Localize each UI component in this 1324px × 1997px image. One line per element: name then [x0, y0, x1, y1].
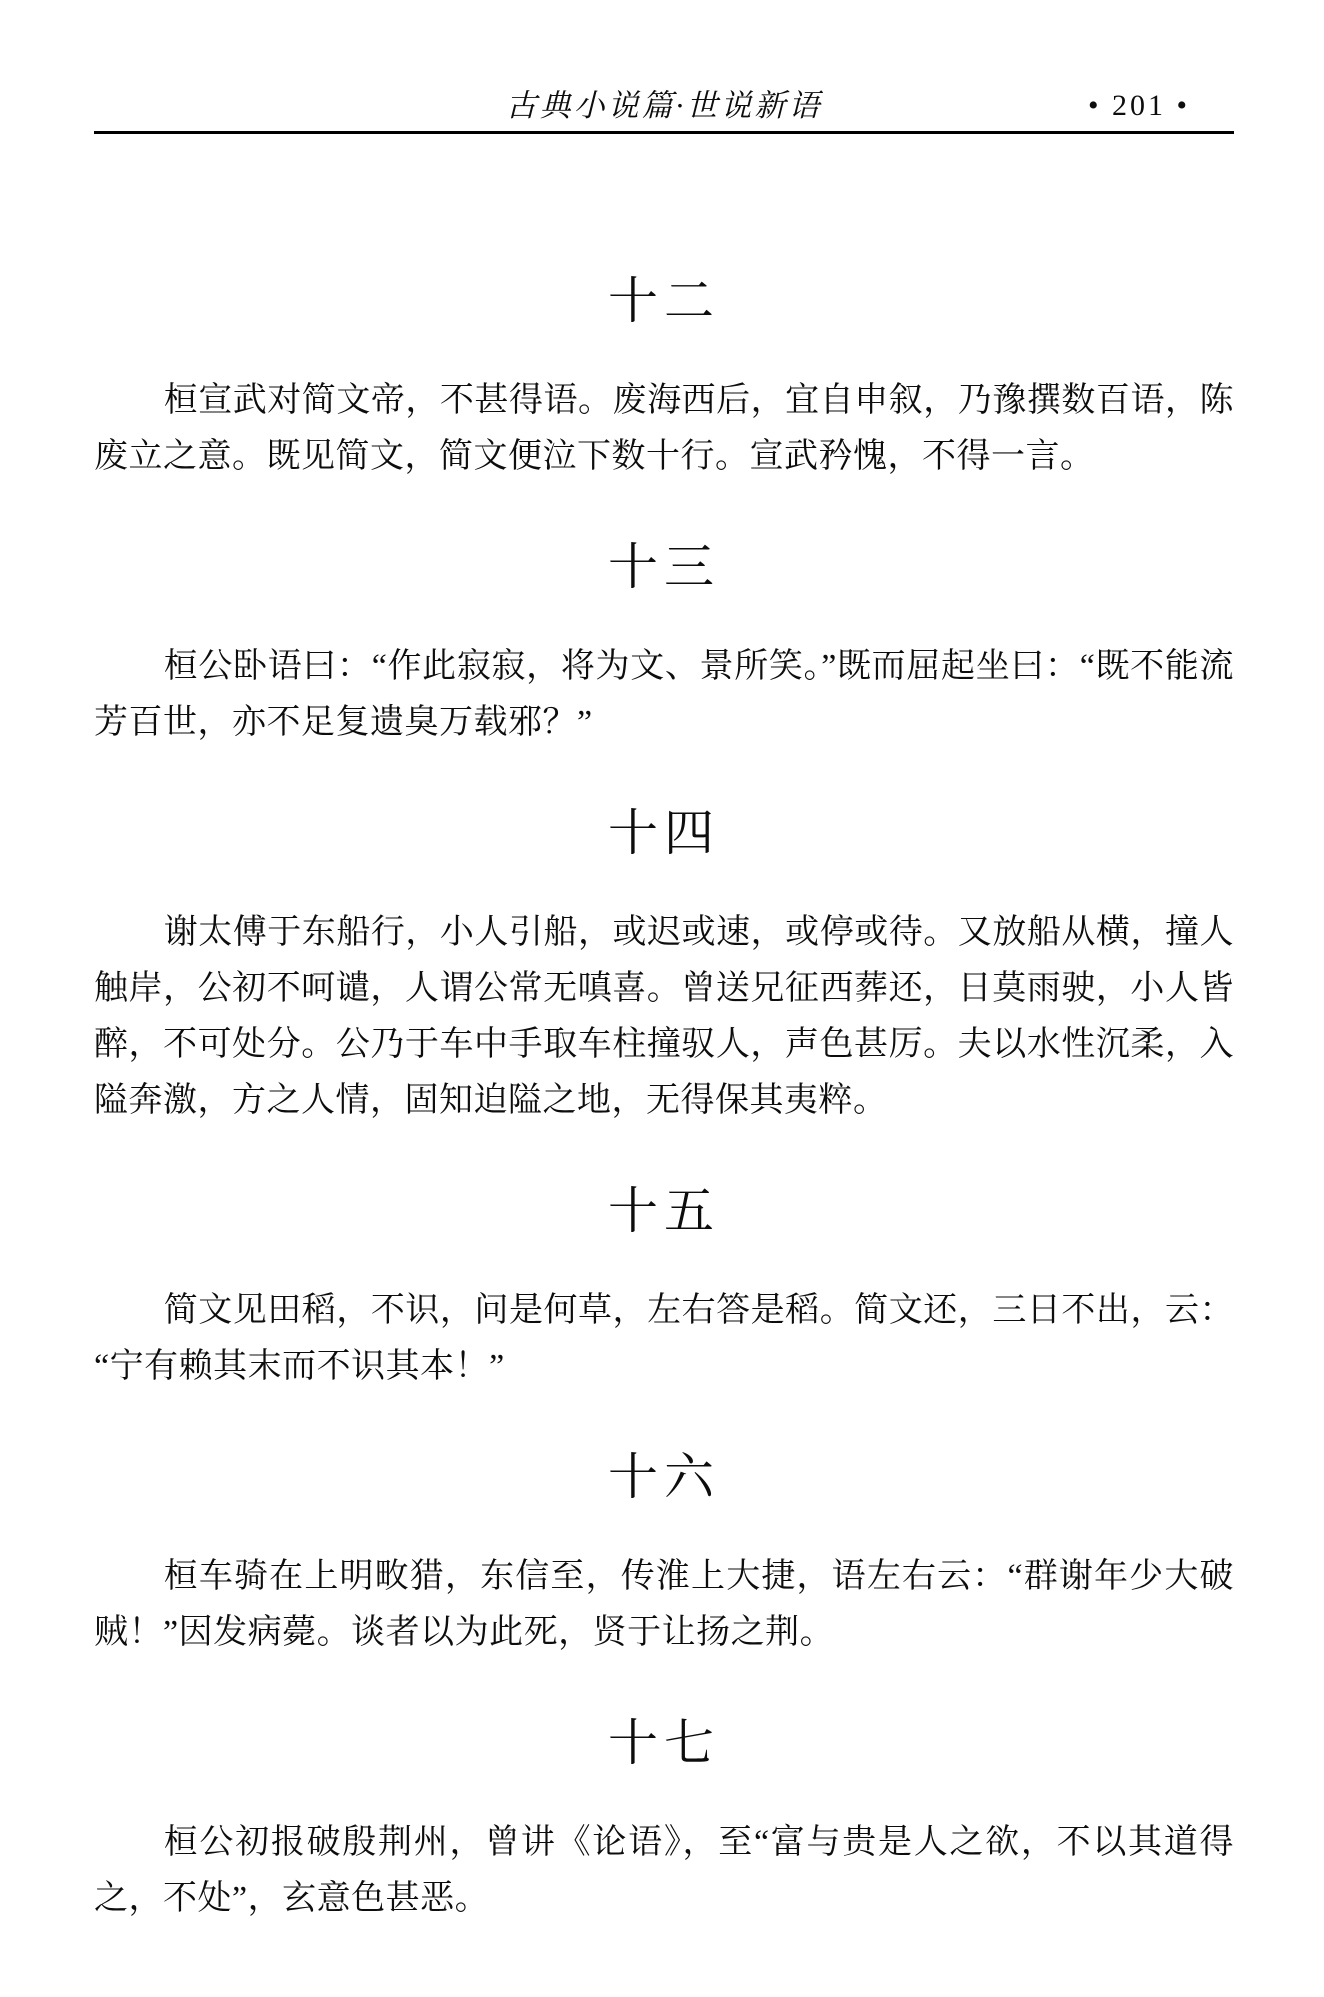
section-heading: 十三	[608, 539, 720, 595]
section-14	[94, 805, 1234, 1129]
section-heading: 十五	[608, 1183, 720, 1239]
section-paragraph: 桓车骑在上明畋猎，东信至，传淮上大捷，语左右云：“群谢年少大破贼！”因发病薨。谈者以为此死，贤于让扬之荆。	[94, 1558, 1234, 1651]
section-heading: 十二	[608, 273, 720, 329]
section-17	[94, 1715, 1234, 1927]
page-number: • 201 •	[1087, 89, 1190, 122]
section-heading: 十六	[608, 1449, 720, 1505]
section-13	[94, 539, 1234, 751]
section-16	[94, 1449, 1234, 1661]
section-paragraph: 谢太傅于东船行，小人引船，或迟或速，或停或待。又放船从横，撞人触岸，公初不呵谴，人谓公常无嗔喜。曾送兄征西葬还，日莫雨驶，小人皆醉，不可处分。公乃于车中手取车柱撞驭人，声色甚厉。夫以水性沉柔，入隘奔激，方之人情，固知迫隘之地，无得保其夷粹。	[94, 914, 1234, 1119]
section-paragraph: 简文见田稻，不识，问是何草，左右答是稻。简文还，三日不出，云：“宁有赖其末而不识其本！”	[94, 1292, 1234, 1385]
section-paragraph: 桓宣武对简文帝，不甚得语。废海西后，宜自申叙，乃豫撰数百语，陈废立之意。既见简文，简文便泣下数十行。宣武矜愧，不得一言。	[94, 382, 1234, 475]
section-heading: 十七	[608, 1715, 720, 1771]
page-header	[94, 0, 1234, 126]
section-paragraph: 桓公初报破殷荆州，曾讲《论语》，至“富与贵是人之欲，不以其道得之，不处”，玄意色甚恶。	[94, 1824, 1234, 1917]
section-heading: 十四	[608, 805, 720, 861]
section-15	[94, 1183, 1234, 1395]
running-title: 古典小说篇·世说新语	[505, 88, 823, 123]
page-body	[94, 273, 1234, 1927]
section-paragraph: 桓公卧语曰：“作此寂寂，将为文、景所笑。”既而屈起坐曰：“既不能流芳百世，亦不足复遗臭万载邪？”	[94, 648, 1234, 741]
header-rule	[94, 131, 1234, 134]
section-12	[94, 273, 1234, 485]
